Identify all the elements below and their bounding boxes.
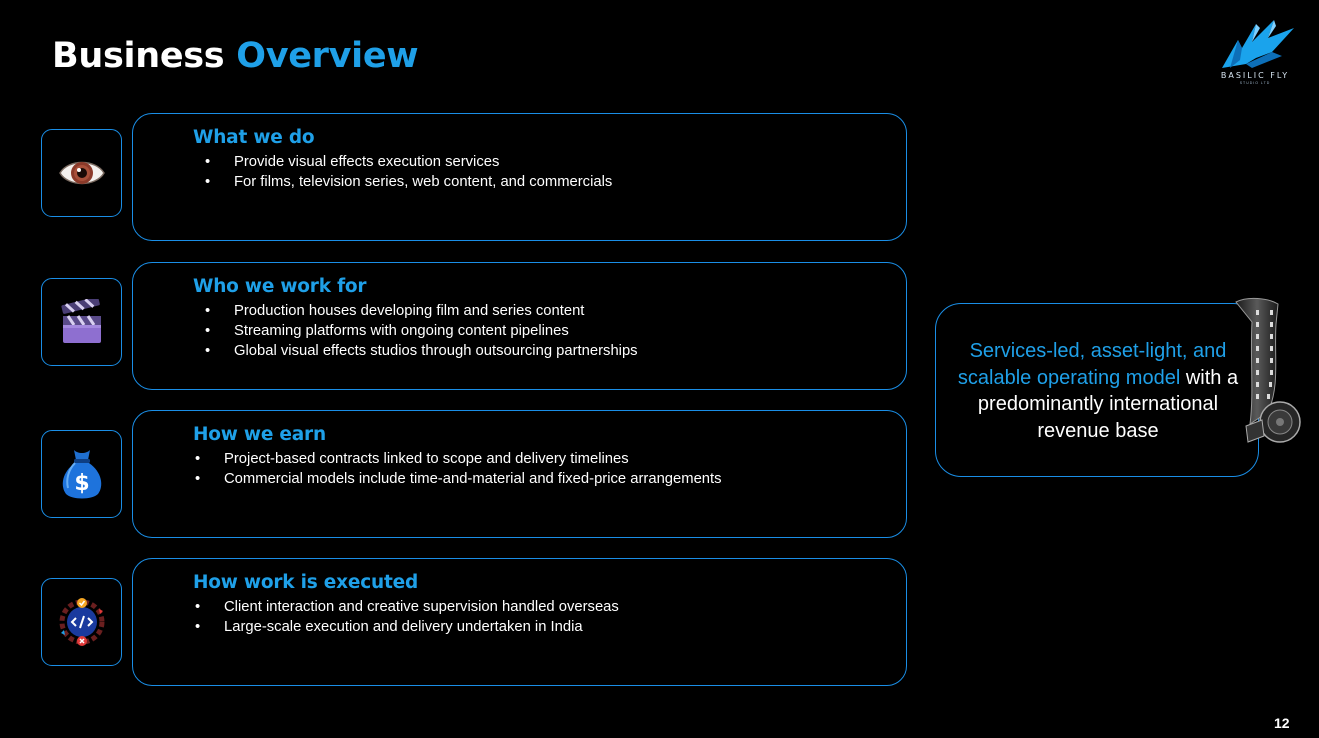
fly-wing-icon: [1212, 18, 1298, 70]
operating-model-callout: [935, 303, 1259, 477]
film-strip-icon: [1228, 296, 1308, 448]
list-item: • Project-based contracts linked to scope and delivery timelines: [195, 449, 722, 469]
how-we-earn-icon-box: [41, 430, 122, 518]
who-we-work-for-icon-box: [41, 278, 122, 366]
list-item: • Global visual effects studios through outsourcing partnerships: [205, 341, 638, 361]
slide-title: [52, 34, 418, 78]
who-we-work-for-heading: Who we work for: [193, 276, 367, 297]
how-work-is-executed-heading: How work is executed: [193, 572, 418, 593]
company-logo: [1212, 18, 1298, 90]
list-item: • Production houses developing film and series content: [205, 301, 638, 321]
how-work-is-executed-icon-box: [41, 578, 122, 666]
card-how-work-is-executed: [132, 558, 907, 686]
callout-highlight: Services-led, asset-light, and scalable operating model: [957, 340, 1227, 389]
list-item: • Streaming platforms with ongoing content pipelines: [205, 321, 638, 341]
card-what-we-do: [132, 113, 907, 241]
svg-text:$: $: [73, 471, 90, 496]
what-we-do-list: [205, 152, 612, 192]
code-gear-icon: [55, 595, 109, 649]
title-word-business: Business: [52, 36, 225, 76]
page-number: 12: [1274, 715, 1290, 731]
list-item: • Provide visual effects execution services: [205, 152, 612, 172]
logo-subtitle: STUDIO LTD: [1239, 81, 1271, 85]
card-who-we-work-for: [132, 262, 907, 390]
how-work-is-executed-list: [195, 597, 619, 637]
title-word-overview: Overview: [236, 36, 419, 76]
callout-text: [940, 338, 1256, 444]
eye-icon: [58, 155, 106, 191]
card-how-we-earn: [132, 410, 907, 538]
who-we-work-for-list: [205, 301, 638, 361]
how-we-earn-list: [195, 449, 722, 489]
list-item: • Commercial models include time-and-material and fixed-price arrangements: [195, 469, 722, 489]
list-item: • For films, television series, web content, and commercials: [205, 172, 612, 192]
what-we-do-icon-box: [41, 129, 122, 217]
how-we-earn-heading: How we earn: [193, 424, 326, 445]
list-item: • Large-scale execution and delivery undertaken in India: [195, 617, 619, 637]
what-we-do-heading: What we do: [193, 127, 315, 148]
callout-rest: with a predominantly international revenue base: [977, 366, 1239, 442]
clapperboard-icon: [60, 299, 104, 345]
money-bag-icon: [58, 446, 106, 502]
logo-wordmark: BASILIC FLY: [1220, 71, 1290, 80]
list-item: • Client interaction and creative supervision handled overseas: [195, 597, 619, 617]
